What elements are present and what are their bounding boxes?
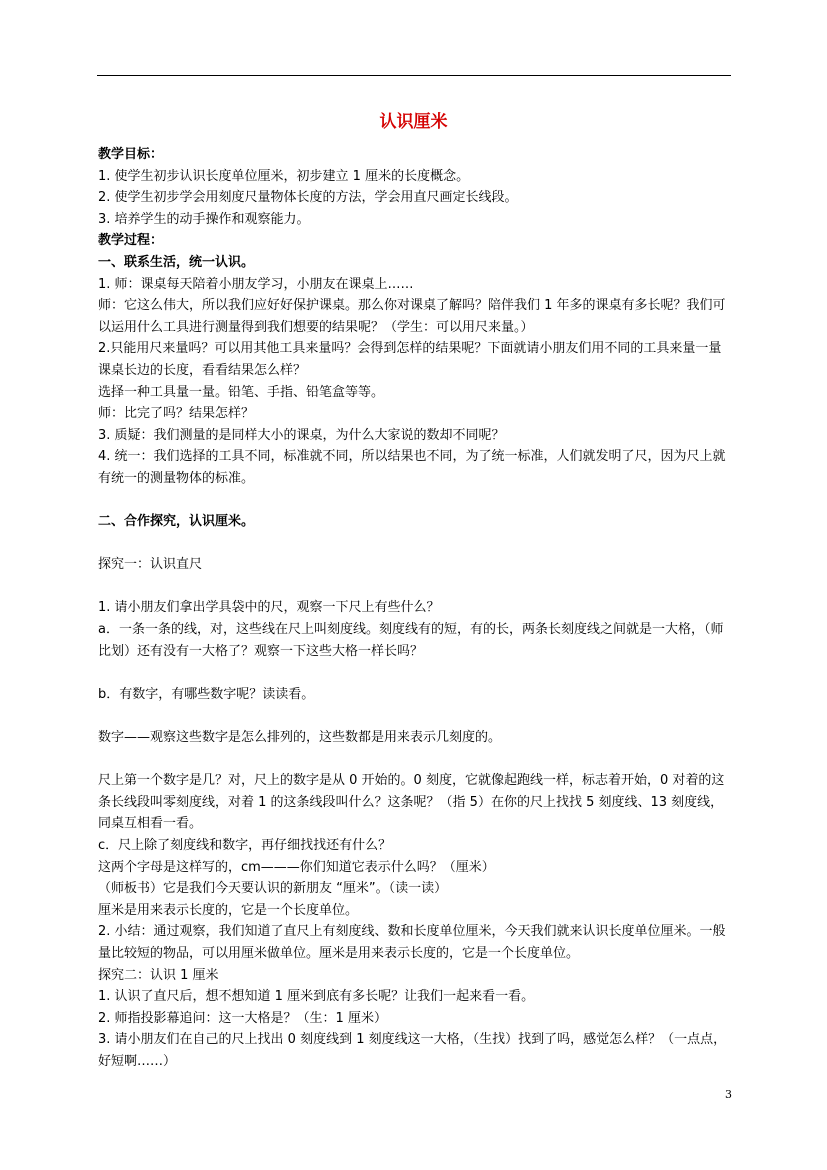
paragraph: 2. 师指投影幕追问：这一大格是？（生：1 厘米） [98,1010,387,1026]
paragraph: 数字——观察这些数字是怎么排列的，这些数都是用来表示几刻度的。 [98,730,502,746]
paragraph: 师：比完了吗？结果怎样？ [98,406,255,422]
paragraph: 师：它这么伟大，所以我们应好好保护课桌。那么你对课桌了解吗？陪伴我们 1 年多的课桌有多长呢？我们可以运用什么工具进行测量得到我们想要的结果呢？（学生：可以用尺来量。） [98,298,726,335]
document-body [98,144,732,1073]
section-heading: 二、合作探究，认识厘米。 [98,514,255,530]
blank-line [98,490,732,512]
document-title: 认识厘米 [379,112,448,132]
paragraph: 尺上第一个数字是几？对，尺上的数字是从 0 开始的。0 刻度，它就像起跑线一样，标志着开始，0 对着的这条长线段叫零刻度线，对着 1 的这条线段叫什么？这条呢？（指 5）在你的尺上找找 5 刻度线、13 刻度线，同桌互相看一看。 [98,773,725,832]
paragraph: 1. 请小朋友们拿出学具袋中的尺，观察一下尺上有些什么？ [98,600,440,616]
section-heading: 教学目标： [98,147,164,162]
paragraph: c．尺上除了刻度线和数字，再仔细找找还有什么？ [98,838,392,853]
paragraph: 选择一种工具量一量。铅笔、手指、铅笔盒等等。 [98,384,385,400]
blank-line [98,749,732,771]
paragraph: 2.只能用尺来量吗？可以用其他工具来量吗？会得到怎样的结果呢？下面就请小朋友们用不同的工具来量一量课桌长边的长度，看看结果怎么样？ [98,341,722,378]
paragraph: 这两个字母是这样写的，cm———你们知道它表示什么吗？（厘米） [98,859,495,875]
paragraph: （师板书）它是我们今天要认识的新朋友 “厘米”。（读一读） [98,881,448,897]
paragraph: 1. 师：课桌每天陪着小朋友学习，小朋友在课桌上…… [98,276,414,292]
paragraph: b．有数字，有哪些数字呢？读读看。 [98,686,315,702]
page-number: 3 [725,1088,732,1101]
paragraph: 4. 统一：我们选择的工具不同，标准就不同，所以结果也不同，为了统一标准，人们就发明了尺，因为尺上就有统一的测量物体的标准。 [98,449,726,486]
paragraph: a．一条一条的线，对，这些线在尺上叫刻度线。刻度线有的短，有的长，两条长刻度线之间就是一大格，（师比划）还有没有一大格了？观察一下这些大格一样长吗？ [98,622,724,659]
blank-line [98,576,732,598]
paragraph: 1. 认识了直尺后，想不想知道 1 厘米到底有多长呢？让我们一起来看一看。 [98,989,535,1005]
paragraph: 探究二：认识 1 厘米 [98,967,219,983]
paragraph: 2. 小结：通过观察，我们知道了直尺上有刻度线、数和长度单位厘米，今天我们就来认识长度单位厘米。一般量比较短的物品，可以用厘米做单位。厘米是用来表示长度的，它是一个长度单位。 [98,924,726,961]
section-heading: 一、联系生活，统一认识。 [98,254,255,270]
paragraph: 3. 请小朋友们在自己的尺上找出 0 刻度线到 1 刻度线这一大格，（生找）找到了吗，感觉怎么样？（一点点，好短啊……） [98,1032,727,1069]
paragraph: 探究一：认识直尺 [98,557,203,573]
header-rule [97,75,731,76]
section-heading: 教学过程： [98,233,164,249]
paragraph: 3. 质疑：我们测量的是同样大小的课桌，为什么大家说的数却不同呢？ [98,427,505,443]
paragraph: 1. 使学生初步认识长度单位厘米，初步建立 1 厘米的长度概念。 [98,168,470,184]
paragraph: 3. 培养学生的动手操作和观察能力。 [98,211,310,227]
blank-line [98,662,732,684]
paragraph: 厘米是用来表示长度的，它是一个长度单位。 [98,902,359,918]
paragraph: 2. 使学生初步学会用刻度尺量物体长度的方法，学会用直尺画定长线段。 [98,190,518,206]
blank-line [98,533,732,555]
blank-line [98,705,732,727]
